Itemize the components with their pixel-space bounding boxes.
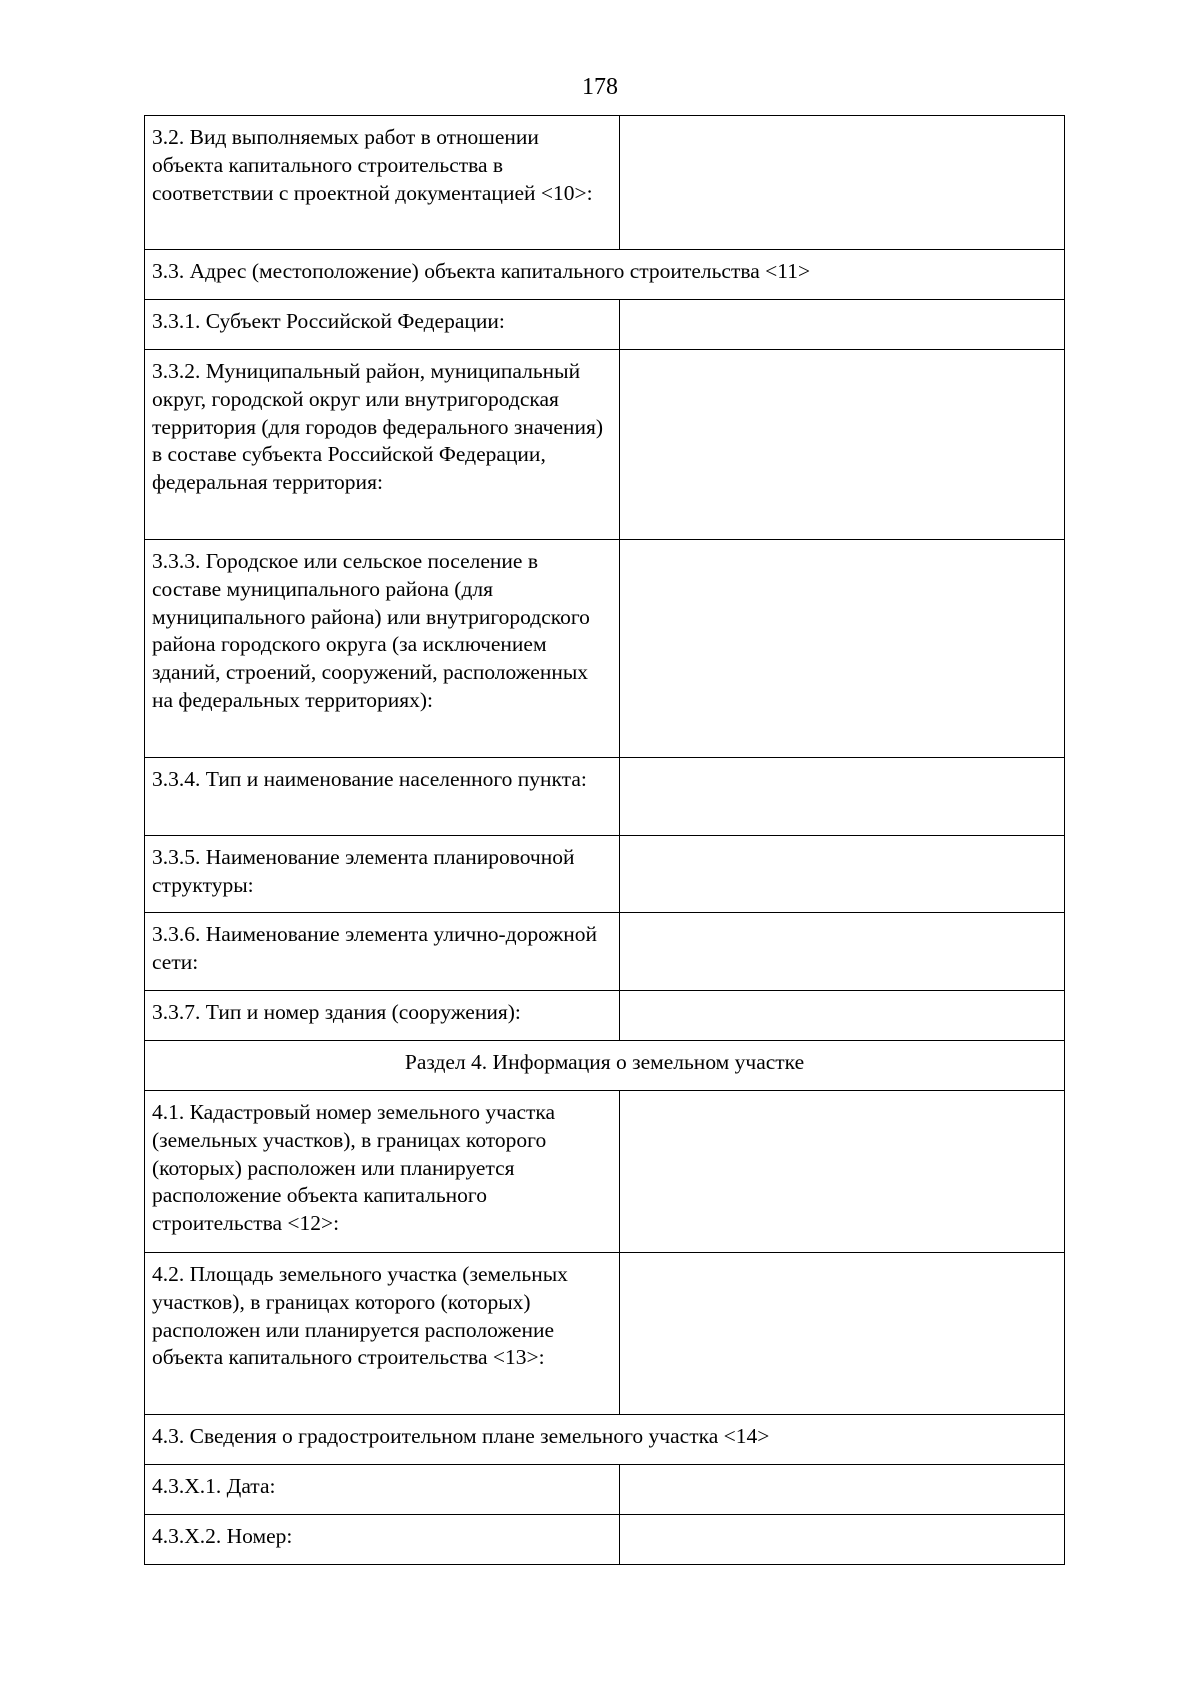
table-row xyxy=(145,913,1065,991)
table-row xyxy=(145,1091,1065,1253)
label-4-1: 4.1. Кадастровый номер земельного участка (земельных участков), в границах которого (которых) расположен или планируется расположение объекта капитального строительства <12>: xyxy=(145,1091,620,1253)
label-4-2: 4.2. Площадь земельного участка (земельных участков), в границах которого (которых) расположен или планируется расположение объекта капитального строительства <13>: xyxy=(145,1253,620,1415)
value-field-3-3-2[interactable] xyxy=(620,350,1065,540)
table-row xyxy=(145,836,1065,913)
table-row xyxy=(145,116,1065,250)
value-field-3-3-1[interactable] xyxy=(620,300,1065,350)
value-field-3-2[interactable] xyxy=(620,116,1065,250)
label-3-3-7: 3.3.7. Тип и номер здания (сооружения): xyxy=(145,991,620,1041)
table-row xyxy=(145,250,1065,300)
label-3-3-1: 3.3.1. Субъект Российской Федерации: xyxy=(145,300,620,350)
section-4-heading: Раздел 4. Информация о земельном участке xyxy=(145,1041,1065,1091)
value-field-3-3-7[interactable] xyxy=(620,991,1065,1041)
label-4-3-x-2: 4.3.Х.2. Номер: xyxy=(145,1515,620,1565)
form-table xyxy=(144,115,1065,1565)
value-field-3-3-4[interactable] xyxy=(620,758,1065,836)
value-field-3-3-3[interactable] xyxy=(620,540,1065,758)
table-row xyxy=(145,350,1065,540)
value-field-4-1[interactable] xyxy=(620,1091,1065,1253)
label-3-3-2: 3.3.2. Муниципальный район, муниципальный округ, городской округ или внутригородская территория (для городов федерального значения) в составе субъекта Российской Федерации, федеральная территория: xyxy=(145,350,620,540)
heading-3-3: 3.3. Адрес (местоположение) объекта капитального строительства <11> xyxy=(145,250,1065,300)
value-field-4-3-x-1[interactable] xyxy=(620,1465,1065,1515)
table-row xyxy=(145,300,1065,350)
table-row xyxy=(145,1253,1065,1415)
value-field-4-2[interactable] xyxy=(620,1253,1065,1415)
page-number: 178 xyxy=(582,74,618,100)
label-3-3-6: 3.3.6. Наименование элемента улично-дорожной сети: xyxy=(145,913,620,991)
heading-4-3: 4.3. Сведения о градостроительном плане земельного участка <14> xyxy=(145,1415,1065,1465)
table-row xyxy=(145,991,1065,1041)
table-row xyxy=(145,1041,1065,1091)
label-3-3-3: 3.3.3. Городское или сельское поселение в составе муниципального района (для муниципального района) или внутригородского района городского округа (за исключением зданий, строений, сооружений, расположенных на федеральных территориях): xyxy=(145,540,620,758)
table-row xyxy=(145,1515,1065,1565)
label-3-3-4: 3.3.4. Тип и наименование населенного пункта: xyxy=(145,758,620,836)
label-4-3-x-1: 4.3.Х.1. Дата: xyxy=(145,1465,620,1515)
table-row xyxy=(145,758,1065,836)
label-3-2: 3.2. Вид выполняемых работ в отношении объекта капитального строительства в соответствии с проектной документацией <10>: xyxy=(145,116,620,250)
label-3-3-5: 3.3.5. Наименование элемента планировочной структуры: xyxy=(145,836,620,913)
value-field-3-3-6[interactable] xyxy=(620,913,1065,991)
table-row xyxy=(145,1415,1065,1465)
table-row xyxy=(145,1465,1065,1515)
value-field-4-3-x-2[interactable] xyxy=(620,1515,1065,1565)
table-row xyxy=(145,540,1065,758)
value-field-3-3-5[interactable] xyxy=(620,836,1065,913)
